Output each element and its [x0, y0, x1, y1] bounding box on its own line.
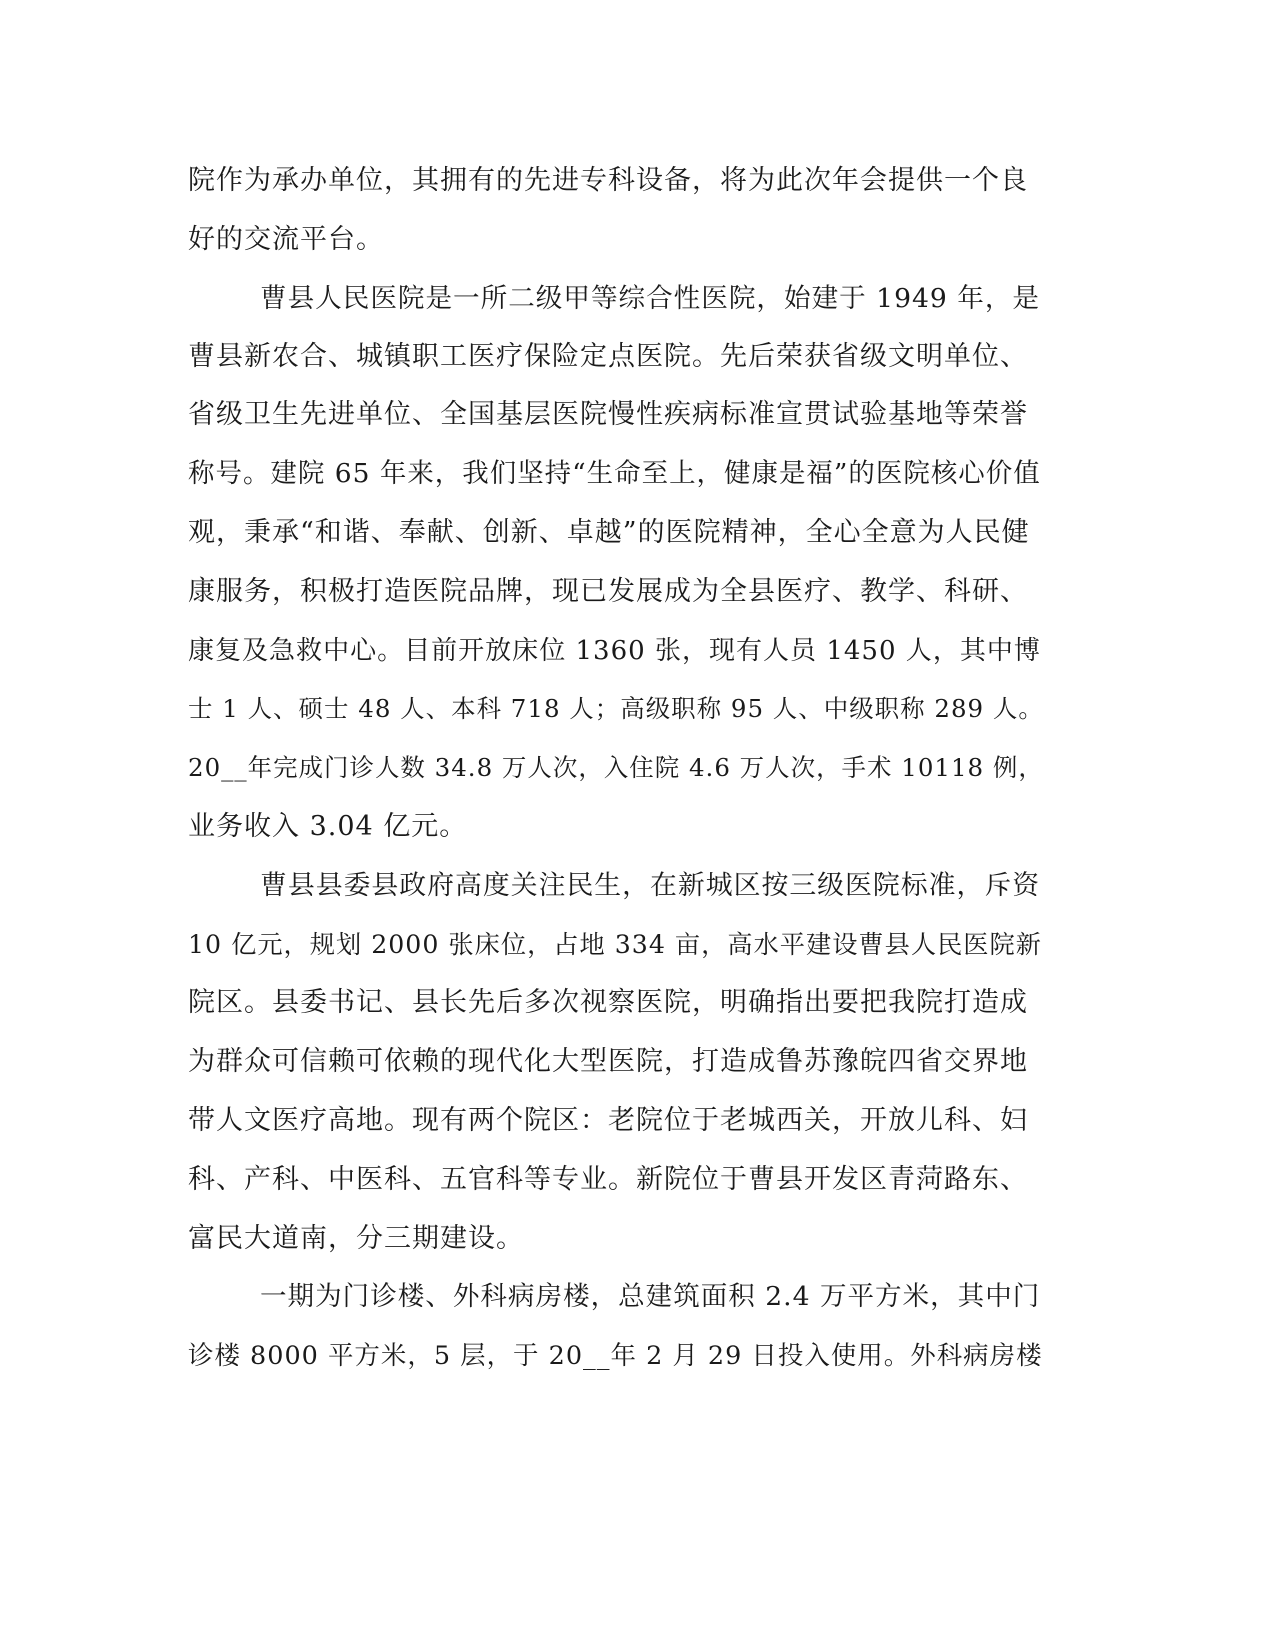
- text-line: 为群众可信赖可依赖的现代化大型医院，打造成鲁苏豫皖四省交界地: [188, 1046, 1028, 1077]
- text-line: 20__年完成门诊人数 34.8 万人次，入住院 4.6 万人次，手术 10118 例，: [188, 753, 1044, 782]
- text-line: 曹县新农合、城镇职工医疗保险定点医院。先后荣获省级文明单位、: [188, 341, 1028, 372]
- paragraph-first-line: 曹县县委县政府高度关注民生，在新城区按三级医院标准，斥资: [260, 870, 1041, 901]
- text-line: 10 亿元，规划 2000 张床位，占地 334 亩，高水平建设曹县人民医院新: [188, 930, 1042, 959]
- text-line: 院区。县委书记、县长先后多次视察医院，明确指出要把我院打造成: [188, 987, 1028, 1018]
- text-line: 科、产科、中医科、五官科等专业。新院位于曹县开发区青菏路东、: [188, 1164, 1028, 1195]
- text-line: 富民大道南，分三期建设。: [188, 1223, 524, 1254]
- text-line: 康服务，积极打造医院品牌，现已发展成为全县医疗、教学、科研、: [188, 576, 1028, 607]
- paragraph-first-line: 一期为门诊楼、外科病房楼，总建筑面积 2.4 万平方米，其中门: [260, 1281, 1041, 1312]
- text-line: 院作为承办单位，其拥有的先进专科设备，将为此次年会提供一个良: [188, 165, 1028, 196]
- paragraph-first-line: 曹县人民医院是一所二级甲等综合性医院，始建于 1949 年，是: [260, 283, 1040, 314]
- text-line: 带人文医疗高地。现有两个院区：老院位于老城西关，开放儿科、妇: [188, 1105, 1028, 1136]
- text-line: 观，秉承“和谐、奉献、创新、卓越”的医院精神，全心全意为人民健: [188, 517, 1030, 548]
- text-line: 省级卫生先进单位、全国基层医院慢性疾病标准宣贯试验基地等荣誉: [188, 399, 1028, 430]
- text-line: 业务收入 3.04 亿元。: [188, 811, 468, 842]
- text-line: 称号。建院 65 年来，我们坚持“生命至上，健康是福”的医院核心价值: [188, 458, 1041, 489]
- text-line: 好的交流平台。: [188, 224, 384, 255]
- text-line: 诊楼 8000 平方米，5 层，于 20__年 2 月 29 日投入使用。外科病房楼: [188, 1341, 1043, 1371]
- text-line: 士 1 人、硕士 48 人、本科 718 人；高级职称 95 人、中级职称 289 人。: [188, 694, 1044, 723]
- text-line: 康复及急救中心。目前开放床位 1360 张，现有人员 1450 人，其中博: [188, 636, 1041, 666]
